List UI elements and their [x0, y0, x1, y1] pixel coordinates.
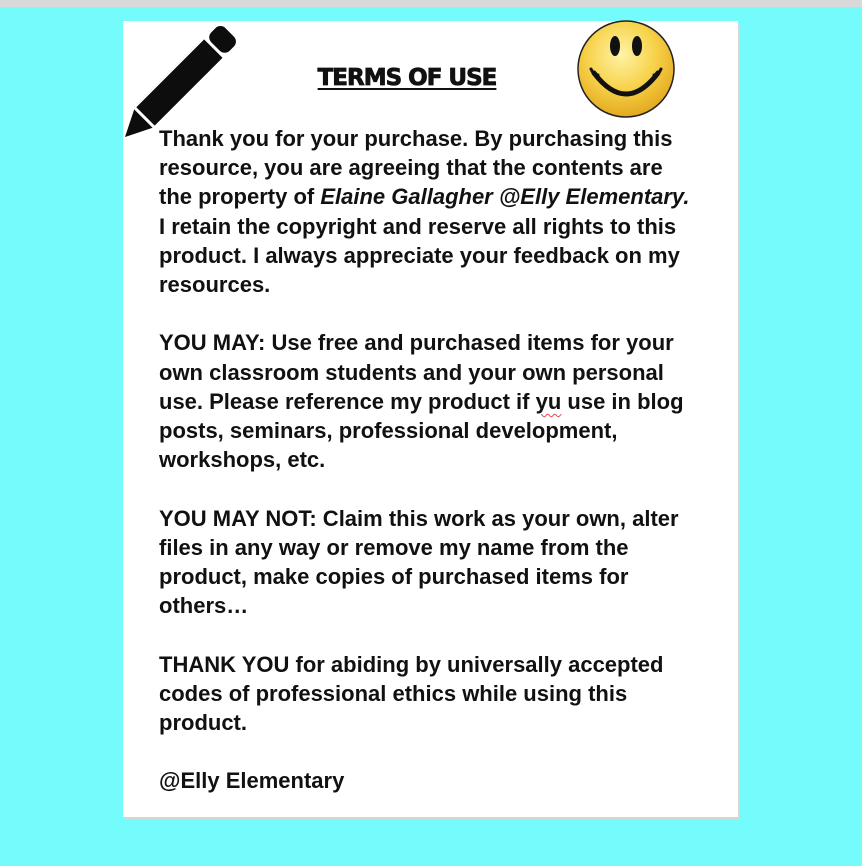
thank-you-paragraph: THANK YOU for abiding by universally accepted codes of professional ethics while using this product. — [159, 651, 664, 736]
you-may-paragraph — [159, 328, 699, 474]
page-title: TERMS OF USE — [317, 65, 497, 91]
intro-text-continued: I retain the copyright and reserve all rights to this product. I always appreciate your feedback on my resources. — [159, 213, 680, 298]
top-strip — [0, 0, 862, 7]
misspelled-word: yu — [535, 388, 562, 414]
you-may-not-paragraph: YOU MAY NOT: Claim this work as your own, alter files in any way or remove my name from the product, make copies of purchased items for others… — [159, 505, 679, 619]
terms-body — [159, 124, 699, 796]
terms-page — [123, 21, 738, 817]
author-name: Elaine Gallagher @Elly Elementary. — [320, 184, 690, 210]
you-may-text: YOU MAY: Use free and purchased items for your own classroom students and your own personal use. Please reference my product if — [159, 330, 674, 414]
you-may-text-continued: use in blog posts, seminars, professional development, workshops, etc. — [159, 388, 684, 473]
intro-text: Thank you for your purchase. By purchasing this resource, you are agreeing that the contents are the property of — [159, 126, 673, 210]
intro-paragraph — [159, 124, 699, 299]
signature: @Elly Elementary — [159, 768, 345, 794]
